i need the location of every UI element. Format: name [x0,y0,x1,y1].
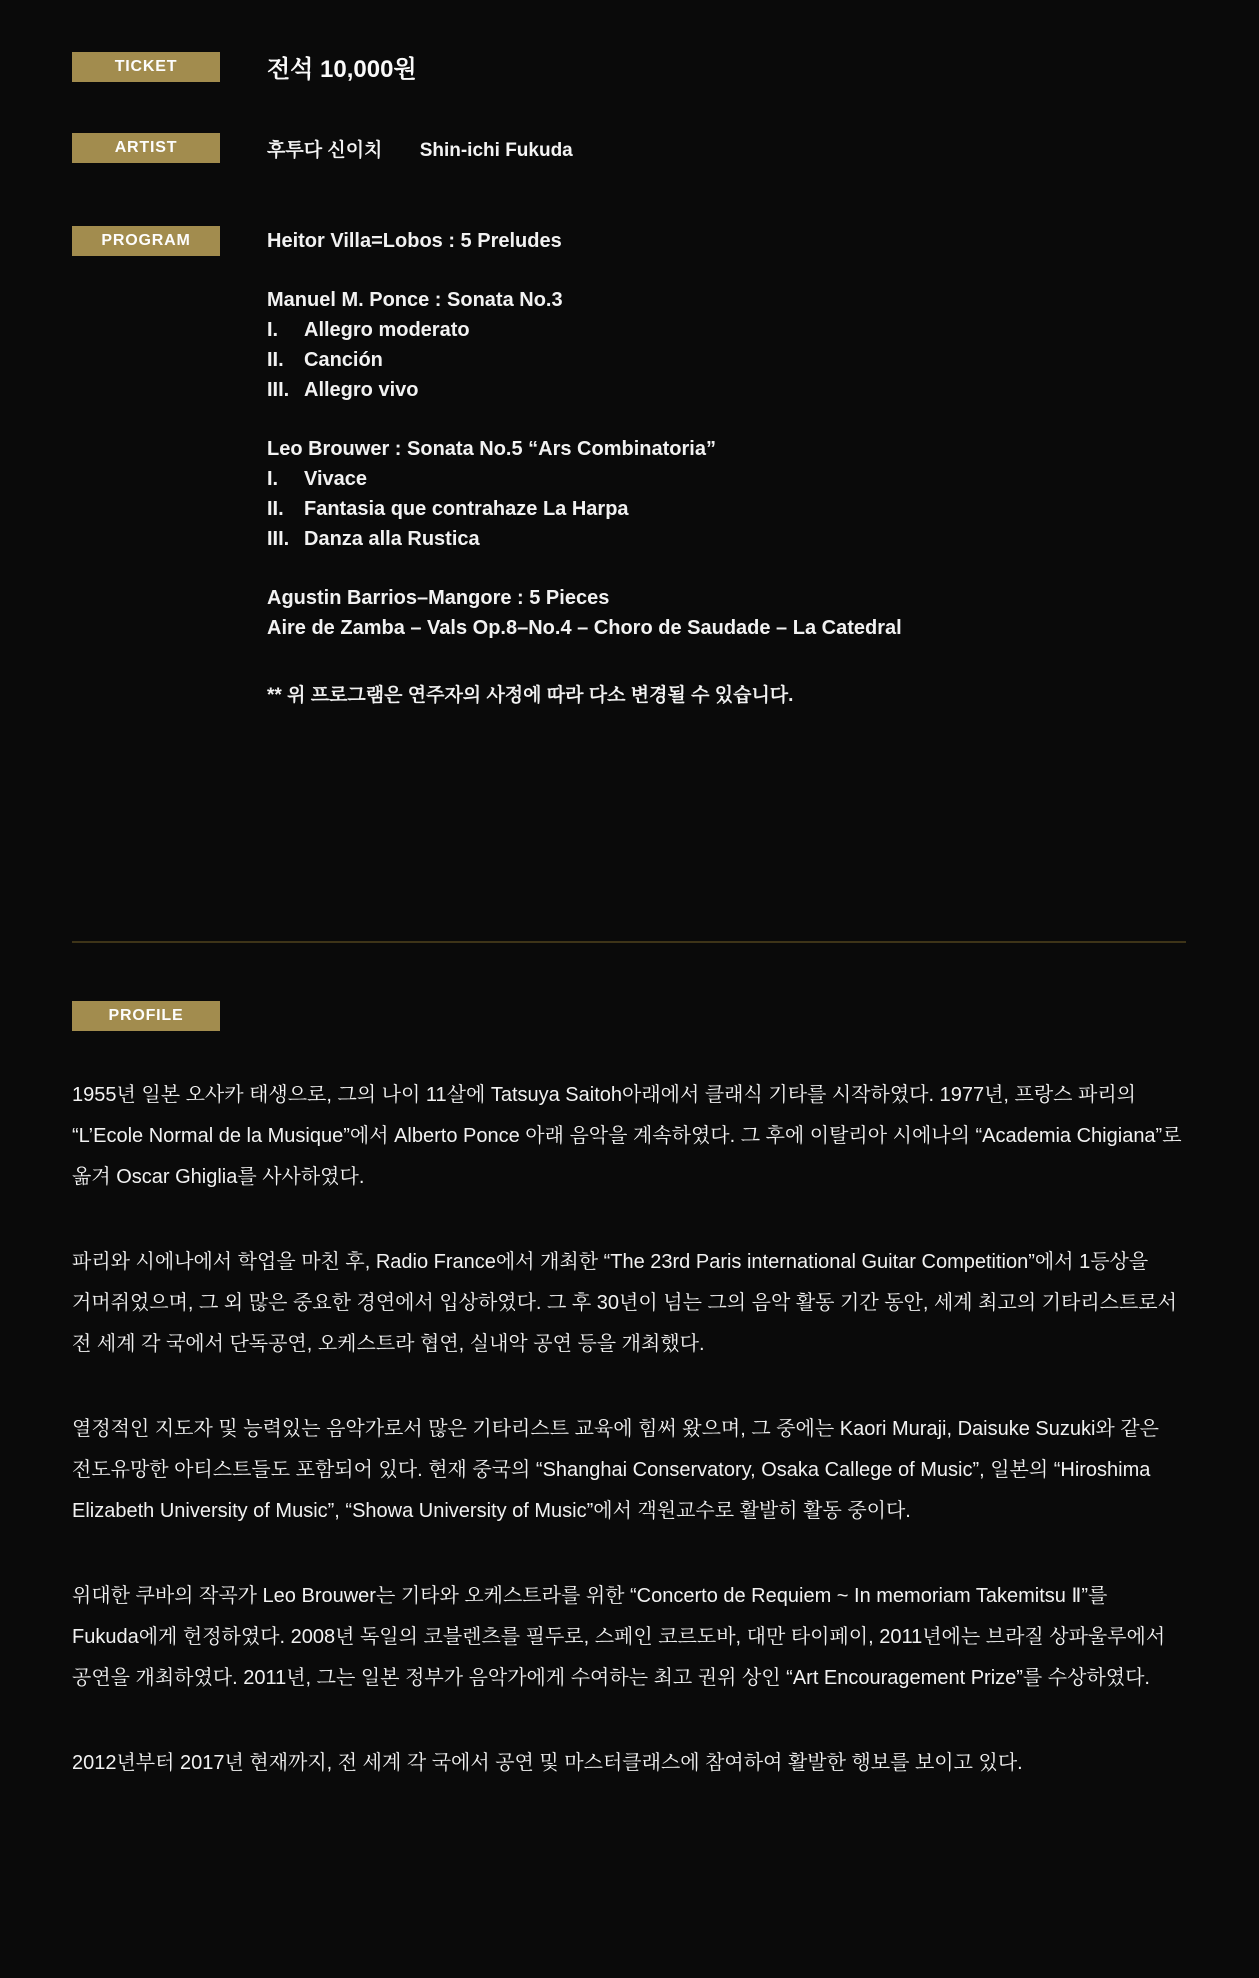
movement-numeral: I. [267,468,279,490]
profile-badge: PROFILE [72,1001,220,1031]
ticket-label-column [72,52,267,82]
artist-name-korean: 후투다 신이치 [267,139,383,161]
program-movement [267,524,902,554]
movement-numeral: I. [267,319,279,341]
program-content [267,226,902,711]
program-block [267,226,902,256]
movement-numeral: III. [267,528,290,550]
program-badge: PROGRAM [72,226,220,256]
program-movement [267,375,902,405]
movement-name: Canción [304,349,383,371]
profile-paragraph: 2012년부터 2017년 현재까지, 전 세계 각 국에서 공연 및 마스터클래스에 참여하여 활발한 행보를 보이고 있다. [72,1752,1023,1774]
program-movement-list [267,464,902,554]
artist-name-english: Shin-ichi Fukuda [419,139,573,161]
profile-paragraph: 파리와 시에나에서 학업을 마친 후, Radio France에서 개최한 “The 23rd Paris international Guitar Competition”에서 1등상을 거머쥐었으며, 그 외 많은 중요한 경연에서 입상하였다. 그 후 30년이 넘는 그의 음악 활동 기간 동안, 세계 최고의 기타리스트로서 전 세계 각 국에서 단독공연, 오케스트라 협연, 실내악 공연 등을 개최했다. [72,1251,1177,1355]
program-change-note: ** 위 프로그램은 연주자의 사정에 따라 다소 변경될 수 있습니다. [267,685,794,706]
profile-paragraphs [72,1075,1186,1784]
movement-name: Vivace [304,468,368,490]
program-piece-subtitle: Aire de Zamba – Vals Op.8–No.4 – Choro de Saudade – La Catedral [267,617,902,639]
program-movement [267,464,902,494]
section-divider [72,941,1186,943]
profile-paragraph: 1955년 일본 오사카 태생으로, 그의 나이 11살에 Tatsuya Saitoh아래에서 클래식 기타를 시작하였다. 1977년, 프랑스 파리의 “L’Ecole Normal de la Musique”에서 Alberto Ponce 아래 음악을 계속하였다. 그 후에 이탈리아 시에나의 “Academia Chigiana”로 옮겨 Oscar Ghiglia를 사사하였다. [72,1084,1182,1188]
program-piece-title: Manuel M. Ponce : Sonata No.3 [267,289,563,311]
program-block [267,285,902,405]
movement-numeral: II. [267,498,284,520]
artist-names [267,135,573,162]
ticket-badge: TICKET [72,52,220,82]
program-block [267,434,902,554]
artist-label-column [72,133,267,163]
movement-numeral: III. [267,379,290,401]
movement-numeral: II. [267,349,284,371]
program-movement [267,345,902,375]
program-piece-title: Agustin Barrios–Mangore : 5 Pieces [267,587,610,609]
program-piece-title: Heitor Villa=Lobos : 5 Preludes [267,230,562,252]
ticket-section [72,49,1186,84]
movement-name: Allegro moderato [304,319,470,341]
program-block-list [267,226,902,643]
program-movement-list [267,315,902,405]
artist-badge: ARTIST [72,133,220,163]
profile-paragraph: 열정적인 지도자 및 능력있는 음악가로서 많은 기타리스트 교육에 힘써 왔으며, 그 중에는 Kaori Muraji, Daisuke Suzuki와 같은 전도유망한 아티스트들도 포함되어 있다. 현재 중국의 “Shanghai Conservatory, Osaka Callege of Music”, 일본의 “Hiroshima Elizabeth University of Music”, “Showa University of Music”에서 객원교수로 활발히 활동 중이다. [72,1418,1159,1522]
movement-name: Danza alla Rustica [304,528,480,550]
movement-name: Allegro vivo [304,379,419,401]
program-section [72,226,1186,711]
program-block [267,583,902,643]
ticket-price: 전석 10,000원 [267,56,417,83]
program-movement [267,315,902,345]
profile-section-header [72,1001,1186,1031]
movement-name: Fantasia que contrahaze La Harpa [304,498,629,520]
artist-section [72,133,1186,163]
program-piece-title: Leo Brouwer : Sonata No.5 “Ars Combinatoria” [267,438,716,460]
program-label-column [72,226,267,256]
profile-paragraph: 위대한 쿠바의 작곡가 Leo Brouwer는 기타와 오케스트라를 위한 “Concerto de Requiem ~ In memoriam Takemitsu Ⅱ”를 Fukuda에게 헌정하였다. 2008년 독일의 코블렌츠를 필두로, 스페인 코르도바, 대만 타이페이, 2011년에는 브라질 상파울루에서 공연을 개최하였다. 2011년, 그는 일본 정부가 음악가에게 수여하는 최고 권위 상인 “Art Encouragement Prize”를 수상하였다. [72,1585,1166,1689]
program-movement [267,494,902,524]
